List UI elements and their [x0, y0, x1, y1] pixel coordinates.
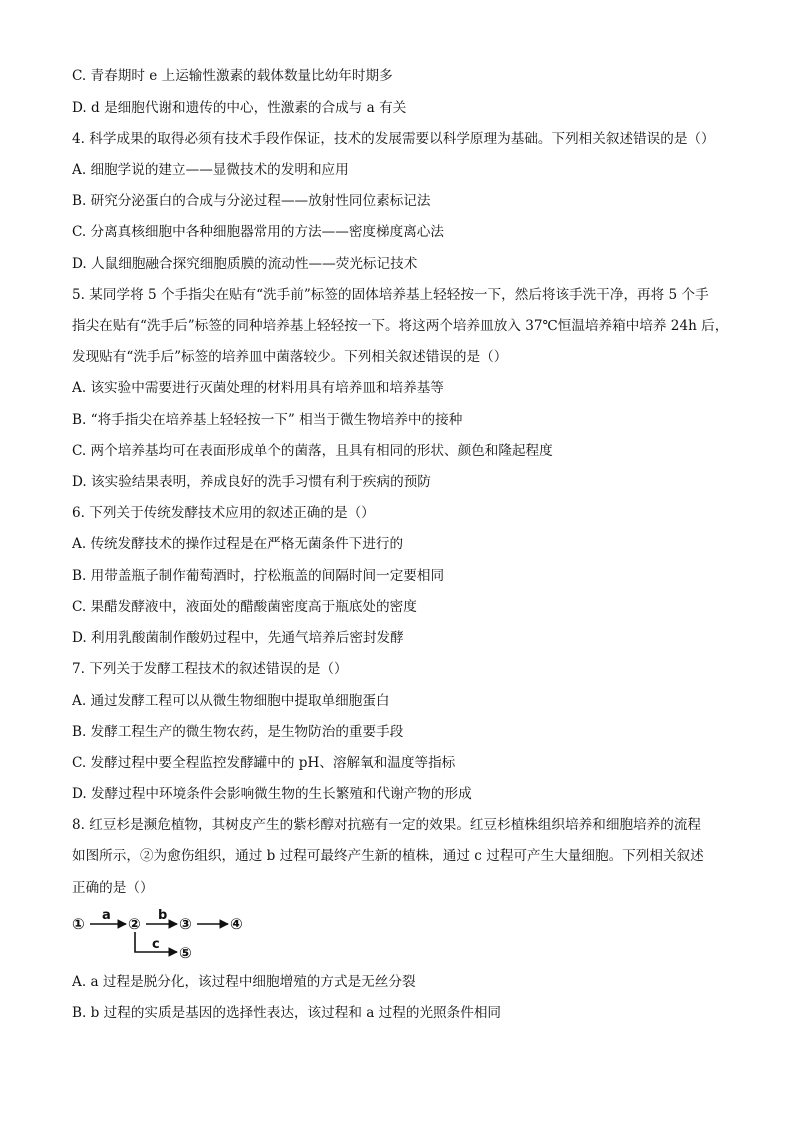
label-b: b — [158, 908, 168, 923]
label-a: a — [102, 908, 111, 923]
option-line: B. b 过程的实质是基因的选择性表达，该过程和 a 过程的光照条件相同 — [72, 1005, 502, 1021]
option-line: B. 研究分泌蛋白的合成与分泌过程——放射性同位素标记法 — [72, 193, 431, 209]
node-5: ⑤ — [179, 944, 192, 962]
option-line: A. 传统发酵技术的操作过程是在严格无菌条件下进行的 — [72, 536, 404, 552]
question-5-stem: 指尖在贴有“洗手后”标签的同种培养基上轻轻按一下。将这两个培养皿放入 37℃恒温培养箱中培养 24h 后， — [72, 318, 728, 334]
option-line: D. 人鼠细胞融合探究细胞质膜的流动性——荧光标记技术 — [72, 256, 418, 272]
option-line: C. 果醋发酵液中，液面处的醋酸菌密度高于瓶底处的密度 — [72, 599, 417, 615]
option-line: B. 用带盖瓶子制作葡萄酒时，拧松瓶盖的间隔时间一定要相同 — [72, 568, 445, 584]
process-flow-diagram — [72, 908, 272, 962]
label-c: c — [152, 937, 160, 952]
question-4-stem: 4. 科学成果的取得必须有技术手段作保证，技术的发展需要以科学原理为基础。下列相关叙述错误的是（） — [72, 131, 715, 147]
question-5-stem: 发现贴有“洗手后”标签的培养皿中菌落较少。下列相关叙述错误的是（） — [72, 349, 508, 365]
option-line: C. 发酵过程中要全程监控发酵罐中的 pH、溶解氧和温度等指标 — [72, 755, 456, 771]
option-line: D. 利用乳酸菌制作酸奶过程中，先通气培养后密封发酵 — [72, 630, 404, 646]
option-line: A. 通过发酵工程可以从微生物细胞中提取单细胞蛋白 — [72, 693, 390, 709]
option-line: D. 该实验结果表明，养成良好的洗手习惯有利于疾病的预防 — [72, 474, 431, 490]
question-5-stem: 5. 某同学将 5 个手指尖在贴有“洗手前”标签的固体培养基上轻轻按一下，然后将该手洗干净，再将 5 个手 — [72, 287, 709, 303]
option-line: C. 分离真核细胞中各种细胞器常用的方法——密度梯度离心法 — [72, 224, 444, 240]
node-1: ① — [72, 915, 85, 933]
flow-svg — [72, 908, 272, 962]
question-8-stem: 如图所示，②为愈伤组织，通过 b 过程可最终产生新的植株，通过 c 过程可产生大量细胞。下列相关叙述 — [72, 848, 704, 864]
question-8-stem: 正确的是（） — [72, 880, 154, 896]
option-line: B. 发酵工程生产的微生物农药，是生物防治的重要手段 — [72, 724, 404, 740]
question-6-stem: 6. 下列关于传统发酵技术应用的叙述正确的是（） — [72, 505, 375, 521]
text-line: C. 青春期时 e 上运输性激素的载体数量比幼年时期多 — [72, 68, 393, 84]
option-line: A. 该实验中需要进行灭菌处理的材料用具有培养皿和培养基等 — [72, 380, 444, 396]
option-line: C. 两个培养基均可在表面形成单个的菌落，且具有相同的形状、颜色和隆起程度 — [72, 443, 553, 459]
question-7-stem: 7. 下列关于发酵工程技术的叙述错误的是（） — [72, 661, 348, 677]
text-line: D. d 是细胞代谢和遗传的中心，性激素的合成与 a 有关 — [72, 100, 407, 116]
question-8-stem: 8. 红豆杉是濒危植物，其树皮产生的紫杉醇对抗癌有一定的效果。红豆杉植株组织培养和细胞培养的流程 — [72, 817, 702, 833]
node-3: ③ — [179, 915, 192, 933]
option-line: A. 细胞学说的建立——显微技术的发明和应用 — [72, 162, 349, 178]
option-line: A. a 过程是脱分化，该过程中细胞增殖的方式是无丝分裂 — [72, 974, 416, 990]
option-line: D. 发酵过程中环境条件会影响微生物的生长繁殖和代谢产物的形成 — [72, 786, 472, 802]
option-line: B. “将手指尖在培养基上轻轻按一下” 相当于微生物培养中的接种 — [72, 412, 463, 428]
node-2: ② — [128, 915, 141, 933]
node-4: ④ — [230, 915, 243, 933]
